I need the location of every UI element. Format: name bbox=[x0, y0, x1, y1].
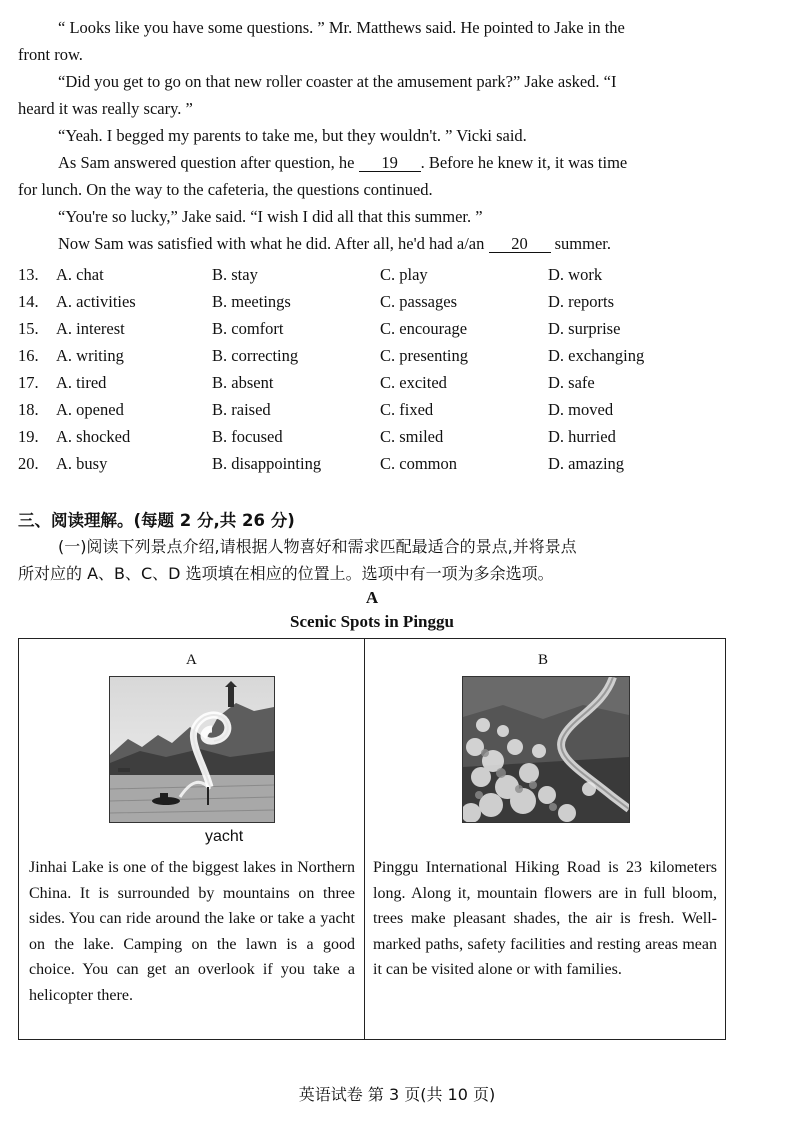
option-d: D. safe bbox=[548, 373, 595, 392]
option-a: A. writing bbox=[56, 346, 124, 365]
instruction-line: 所对应的 A、B、C、D 选项填在相应的位置上。选项中有一项为多余选项。 bbox=[18, 564, 554, 583]
column-divider bbox=[364, 639, 365, 1039]
question-number: 18. bbox=[18, 400, 39, 419]
answer-blank-20: 20 bbox=[489, 235, 551, 253]
scenic-spots-table bbox=[18, 638, 726, 1040]
option-a: A. opened bbox=[56, 400, 124, 419]
option-a: A. activities bbox=[56, 292, 136, 311]
spot-b-description: Pinggu International Hiking Road is 23 kilometers long. Along it, mountain flowers are in full bloom, trees make pleasant shades, the air is fresh. Well-marked paths, safety facilities and resting areas mean it can be visited alone or with families. bbox=[373, 859, 717, 979]
option-b: B. absent bbox=[212, 373, 274, 392]
question-number: 13. bbox=[18, 265, 39, 284]
page-footer: 英语试卷 第 3 页(共 10 页) bbox=[298, 1085, 496, 1104]
story-line bbox=[58, 153, 627, 173]
question-number: 17. bbox=[18, 373, 39, 392]
spot-a-label: A bbox=[186, 652, 197, 668]
option-a: A. tired bbox=[56, 373, 107, 392]
instruction-line: (一)阅读下列景点介绍,请根据人物喜好和需求匹配最适合的景点,并将景点 bbox=[58, 537, 577, 556]
story-line: for lunch. On the way to the cafeteria, the questions continued. bbox=[18, 180, 433, 199]
story-text: . Before he knew it, it was time bbox=[420, 153, 628, 172]
option-c: C. encourage bbox=[380, 319, 468, 338]
question-number: 15. bbox=[18, 319, 39, 338]
option-b: B. disappointing bbox=[212, 454, 322, 473]
story-line: “Yeah. I begged my parents to take me, but they wouldn't. ” Vicki said. bbox=[58, 126, 527, 145]
story-text: As Sam answered question after question, he bbox=[58, 153, 359, 172]
option-b: B. correcting bbox=[212, 346, 299, 365]
question-number: 16. bbox=[18, 346, 39, 365]
yacht-caption: yacht bbox=[205, 828, 244, 845]
option-c: C. smiled bbox=[380, 427, 444, 446]
option-d: D. reports bbox=[548, 292, 614, 311]
option-b: B. focused bbox=[212, 427, 283, 446]
option-a: A. chat bbox=[56, 265, 104, 284]
question-number: 20. bbox=[18, 454, 39, 473]
hiking-road-photo bbox=[462, 676, 630, 823]
option-b: B. comfort bbox=[212, 319, 284, 338]
option-a: A. shocked bbox=[56, 427, 131, 446]
story-line bbox=[58, 234, 611, 254]
option-c: C. passages bbox=[380, 292, 457, 311]
mountain-road-illustration bbox=[463, 677, 629, 822]
story-text: Now Sam was satisfied with what he did. After all, he'd had a/an bbox=[58, 234, 489, 253]
jinhai-lake-photo bbox=[109, 676, 275, 823]
option-d: D. work bbox=[548, 265, 603, 284]
answer-blank-19: 19 bbox=[359, 154, 421, 172]
question-number: 14. bbox=[18, 292, 39, 311]
option-c: C. excited bbox=[380, 373, 447, 392]
story-line: “You're so lucky,” Jake said. “I wish I did all that this summer. ” bbox=[58, 207, 483, 226]
option-d: D. exchanging bbox=[548, 346, 645, 365]
option-b: B. raised bbox=[212, 400, 271, 419]
option-d: D. surprise bbox=[548, 319, 621, 338]
option-c: C. play bbox=[380, 265, 428, 284]
option-b: B. meetings bbox=[212, 292, 291, 311]
option-b: B. stay bbox=[212, 265, 258, 284]
option-d: D. amazing bbox=[548, 454, 625, 473]
spot-a-description: Jinhai Lake is one of the biggest lakes in Northern China. It is surrounded by mountains on three sides. You can ride around the lake or take a yacht on the lake. Camping on the lawn is a good choice. You can get an overlook if you take a helicopter there. bbox=[29, 859, 355, 1004]
option-d: D. moved bbox=[548, 400, 614, 419]
option-a: A. busy bbox=[56, 454, 108, 473]
section-heading: 三、阅读理解。(每题 2 分,共 26 分) bbox=[18, 511, 295, 530]
option-c: C. fixed bbox=[380, 400, 434, 419]
option-c: C. common bbox=[380, 454, 457, 473]
story-line: “ Looks like you have some questions. ” Mr. Matthews said. He pointed to Jake in the bbox=[58, 18, 625, 37]
spot-b-label: B bbox=[538, 652, 549, 668]
story-line: heard it was really scary. ” bbox=[18, 99, 193, 118]
story-line: “Did you get to go on that new roller coaster at the amusement park?” Jake asked. “I bbox=[58, 72, 617, 91]
passage-title: Scenic Spots in Pinggu bbox=[290, 612, 454, 631]
option-c: C. presenting bbox=[380, 346, 468, 365]
option-a: A. interest bbox=[56, 319, 125, 338]
option-d: D. hurried bbox=[548, 427, 616, 446]
question-number: 19. bbox=[18, 427, 39, 446]
lake-yacht-illustration bbox=[110, 677, 274, 822]
story-text: summer. bbox=[550, 234, 611, 253]
story-line: front row. bbox=[18, 45, 83, 64]
part-letter: A bbox=[365, 588, 379, 607]
